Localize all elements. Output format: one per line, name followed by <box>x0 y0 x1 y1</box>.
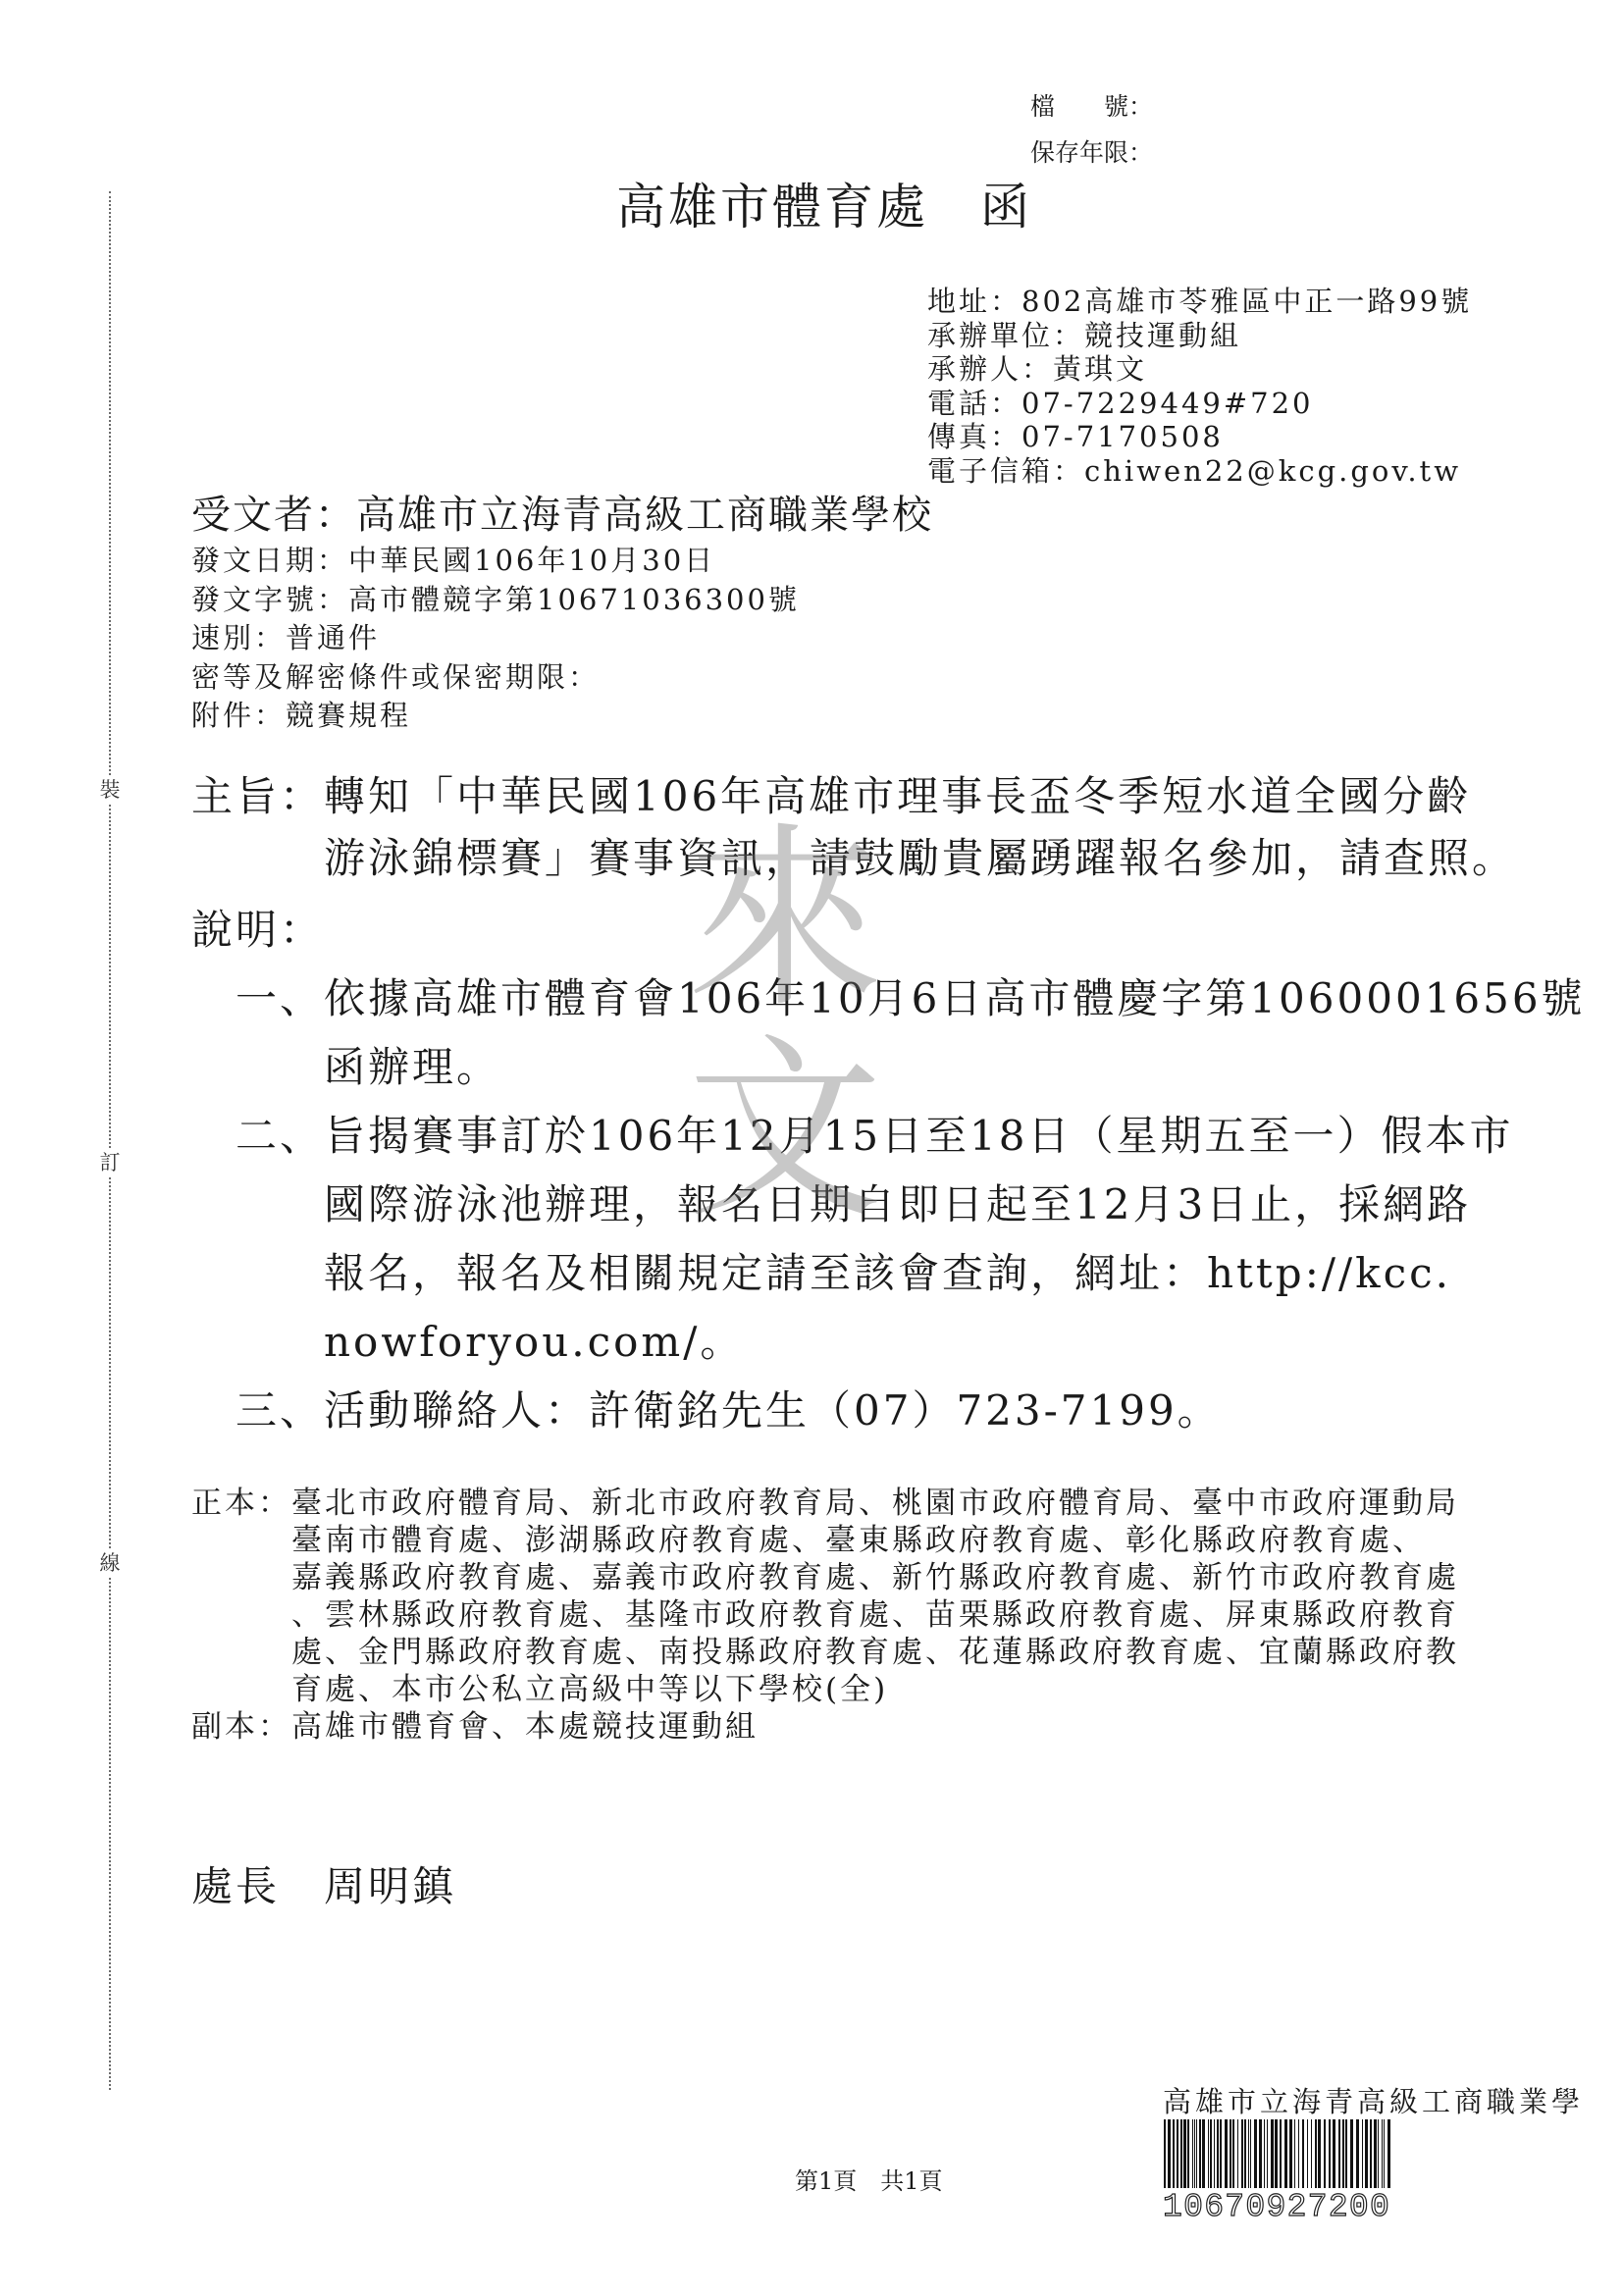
explanation-label: 說明： <box>191 906 325 954</box>
page-number: 第1頁 共1頁 <box>795 2167 943 2195</box>
barcode-bar <box>1324 2119 1326 2188</box>
barcode-bar <box>1173 2119 1175 2188</box>
primary-line: 臺北市政府體育局、新北市政府教育局、桃園市政府體育局、臺中市政府運動局 <box>291 1486 1459 1521</box>
barcode-bar <box>1374 2119 1377 2188</box>
document-title: 高雄市體育處 函 <box>616 179 1032 235</box>
barcode-bar <box>1180 2119 1182 2188</box>
item-body <box>324 1102 1514 1377</box>
sender-fax: 傳真：07-7170508 <box>927 420 1224 453</box>
barcode-bar <box>1342 2119 1344 2188</box>
item-line: 旨揭賽事訂於106年12月15日至18日（星期五至一）假本市 <box>324 1112 1514 1160</box>
file-meta <box>1030 83 1153 176</box>
barcode-bar <box>1202 2119 1205 2188</box>
primary-recipients <box>191 1485 1459 1708</box>
item-line: nowforyou.com/。 <box>324 1318 745 1366</box>
barcode-bar <box>1350 2119 1353 2188</box>
attachment: 附件：競賽規程 <box>191 699 412 732</box>
barcode-bar <box>1244 2119 1246 2188</box>
primary-line: 臺南市體育處、澎湖縣政府教育處、臺東縣政府教育處、彰化縣政府教育處、 <box>291 1523 1426 1558</box>
item-number: 三、 <box>236 1386 325 1435</box>
binding-margin-char-xian: 線 <box>96 1549 124 1577</box>
delivery-speed: 速別：普通件 <box>191 621 381 654</box>
barcode-bar <box>1378 2119 1379 2188</box>
subject-body <box>324 765 1516 889</box>
issuance-meta <box>191 542 800 736</box>
barcode-bar <box>1237 2119 1238 2188</box>
barcode-bar <box>1210 2119 1212 2188</box>
sender-contact-block <box>927 285 1472 488</box>
subject-line: 轉知「中華民國106年高雄市理事長盃冬季短水道全國分齡 <box>324 772 1472 820</box>
barcode-bar <box>1259 2119 1262 2188</box>
barcode-bar <box>1208 2119 1209 2188</box>
barcode-bar <box>1294 2119 1295 2188</box>
binding-margin-char-zhuang: 裝 <box>96 776 124 804</box>
barcode-bar <box>1199 2119 1201 2188</box>
barcode-bar <box>1280 2119 1282 2188</box>
receiver-school-label: 高雄市立海青高級工商職業學 <box>1163 2085 1585 2118</box>
barcode-bar <box>1217 2119 1219 2188</box>
barcode-bar <box>1318 2119 1321 2188</box>
barcode-bar <box>1248 2119 1249 2188</box>
binding-margin-dotted-line <box>109 191 111 2090</box>
barcode-bar <box>1232 2119 1234 2188</box>
item-line: 報名，報名及相關規定請至該會查詢，網址：http://kcc. <box>324 1249 1451 1297</box>
retention-period-label: 保存年限： <box>1030 138 1154 167</box>
barcode-bar <box>1384 2119 1385 2188</box>
barcode-bar <box>1254 2119 1257 2188</box>
primary-line: 育處、本市公私立高級中等以下學校(全) <box>291 1672 889 1707</box>
barcode-bar <box>1311 2119 1312 2188</box>
subject-section <box>191 765 1516 889</box>
barcode-number: 10670927200 <box>1163 2189 1391 2225</box>
barcode-bar <box>1333 2119 1335 2188</box>
explanation-item-3 <box>236 1377 1586 1445</box>
barcode-bar <box>1271 2119 1274 2188</box>
barcode <box>1163 2119 1393 2188</box>
barcode-bar <box>1298 2119 1299 2188</box>
barcode-bar <box>1194 2119 1195 2188</box>
primary-label: 正本： <box>191 1486 291 1521</box>
item-line: 國際游泳池辦理，報名日期自即日起至12月3日止，採網路 <box>324 1180 1472 1228</box>
barcode-bar <box>1284 2119 1287 2188</box>
barcode-bar <box>1192 2119 1193 2188</box>
barcode-bar <box>1187 2119 1189 2188</box>
subject-label: 主旨： <box>191 772 325 820</box>
primary-list <box>291 1485 1459 1708</box>
binding-margin-char-ding: 訂 <box>96 1149 124 1176</box>
barcode-bar <box>1196 2119 1197 2188</box>
item-line: 依據高雄市體育會106年10月6日高市體慶字第1060001656號 <box>324 974 1586 1022</box>
barcode-bar <box>1289 2119 1292 2188</box>
barcode-bar <box>1362 2119 1363 2188</box>
item-line: 函辦理。 <box>324 1043 501 1091</box>
barcode-bar <box>1302 2119 1304 2188</box>
signature-line: 處長 周明鎮 <box>191 1862 457 1910</box>
distribution-section <box>191 1485 1459 1746</box>
primary-line: 、雲林縣政府教育處、基隆市政府教育處、苗栗縣政府教育處、屏東縣政府教育 <box>291 1597 1459 1633</box>
copy-list <box>291 1708 759 1746</box>
sender-phone: 電話：07-7229449#720 <box>927 386 1314 420</box>
barcode-bar <box>1365 2119 1368 2188</box>
barcode-bar <box>1214 2119 1215 2188</box>
barcode-bar <box>1387 2119 1390 2188</box>
barcode-bar <box>1329 2119 1331 2188</box>
explanation-section <box>191 896 1586 1445</box>
barcode-bar <box>1241 2119 1243 2188</box>
item-number: 二、 <box>236 1112 325 1160</box>
copy-label: 副本： <box>191 1709 291 1745</box>
barcode-bar <box>1177 2119 1178 2188</box>
stamp-char: 文 <box>687 1017 884 1245</box>
barcode-bar <box>1267 2119 1268 2188</box>
primary-line: 處、金門縣政府教育處、南投縣政府教育處、花蓮縣政府教育處、宜蘭縣政府教 <box>291 1635 1459 1670</box>
barcode-bar <box>1264 2119 1265 2188</box>
sender-email: 電子信箱：chiwen22@kcg.gov.tw <box>927 453 1462 488</box>
barcode-bar <box>1168 2119 1171 2188</box>
item-body <box>324 965 1586 1102</box>
copy-line: 高雄市體育會、本處競技運動組 <box>291 1709 759 1745</box>
stamp-char: 來 <box>687 806 884 1034</box>
explanation-item-2 <box>236 1102 1586 1377</box>
sender-unit: 承辦單位：競技運動組 <box>927 318 1242 352</box>
issue-reference-number: 發文字號：高市體競字第10671036300號 <box>191 582 800 616</box>
explanation-item-1 <box>236 965 1586 1102</box>
barcode-bar <box>1164 2119 1166 2188</box>
barcode-bar <box>1338 2119 1340 2188</box>
barcode-bar <box>1250 2119 1251 2188</box>
barcode-bar <box>1345 2119 1347 2188</box>
recipient-line: 受文者：高雄市立海青高級工商職業學校 <box>191 493 933 538</box>
barcode-bar <box>1315 2119 1317 2188</box>
barcode-bar <box>1382 2119 1383 2188</box>
item-line: 活動聯絡人：許衛銘先生（07）723-7199。 <box>324 1386 1222 1435</box>
item-number: 一、 <box>236 974 325 1022</box>
subject-line: 游泳錦標賽」賽事資訊，請鼓勵貴屬踴躍報名參加，請查照。 <box>324 834 1517 882</box>
barcode-bar <box>1275 2119 1278 2188</box>
sender-handler: 承辦人：黃琪文 <box>927 352 1148 386</box>
item-body <box>324 1377 1222 1445</box>
barcode-bar <box>1307 2119 1308 2188</box>
barcode-bar <box>1220 2119 1222 2188</box>
sender-address: 地址：802高雄市苓雅區中正一路99號 <box>927 285 1473 318</box>
copy-recipients <box>191 1708 1459 1746</box>
barcode-bar <box>1230 2119 1231 2188</box>
issue-date: 發文日期：中華民國106年10月30日 <box>191 544 716 577</box>
file-number-label: 檔 號： <box>1030 92 1154 121</box>
barcode-bar <box>1356 2119 1359 2188</box>
primary-line: 嘉義縣政府教育處、嘉義市政府教育處、新竹縣政府教育處、新竹市政府教育處 <box>291 1560 1459 1595</box>
barcode-bar <box>1225 2119 1228 2188</box>
confidentiality-level: 密等及解密條件或保密期限： <box>191 659 601 694</box>
barcode-bar <box>1183 2119 1186 2188</box>
barcode-bar <box>1370 2119 1372 2188</box>
